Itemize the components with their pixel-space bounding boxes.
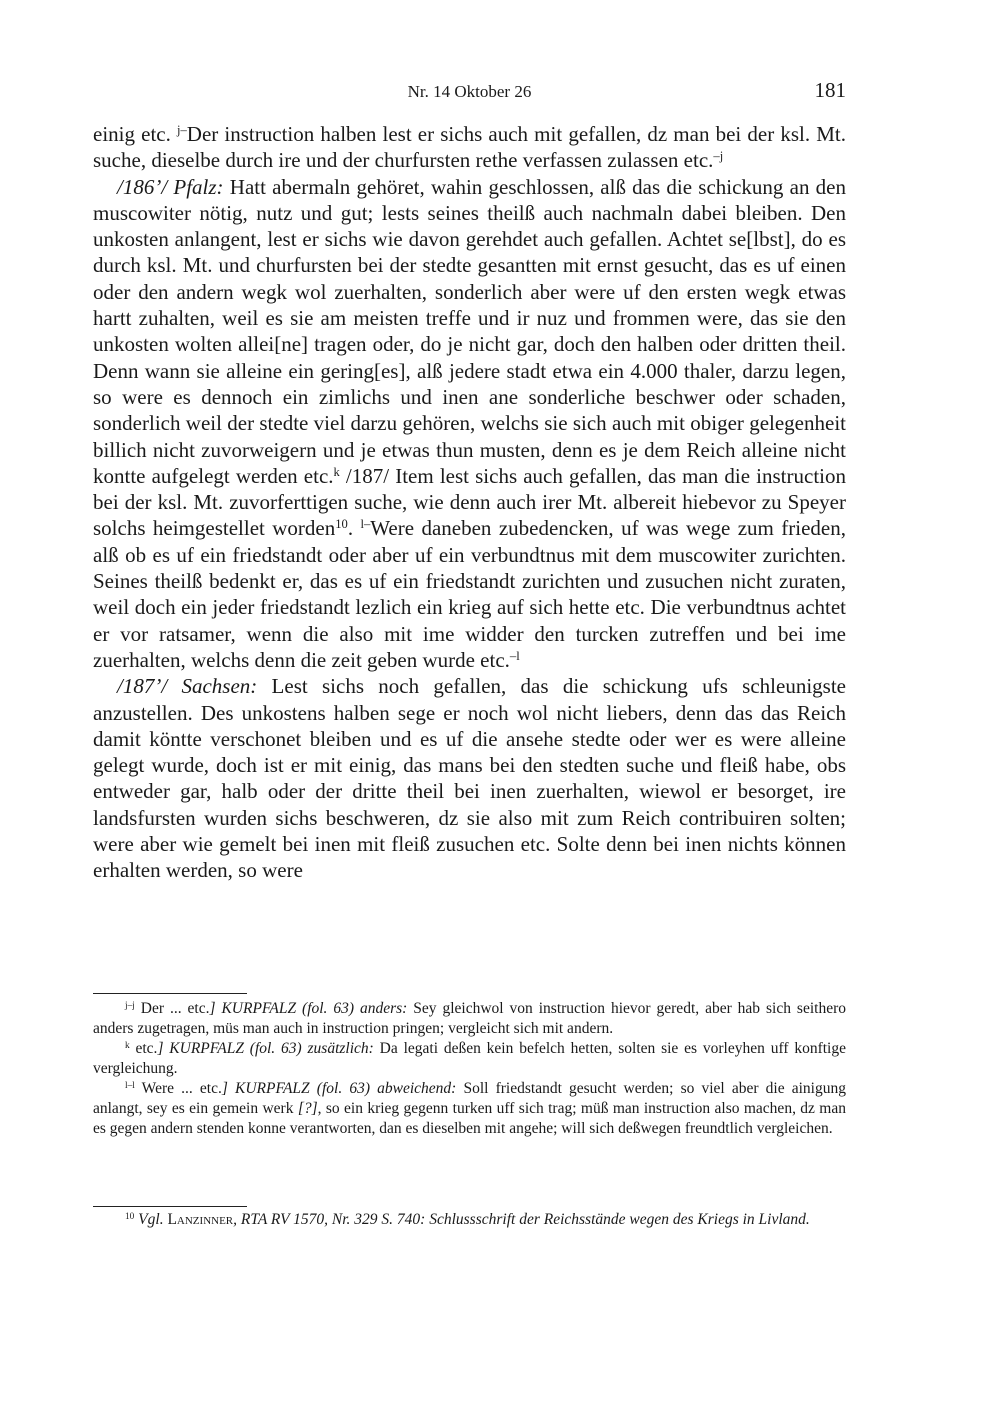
note-text: , so ein krieg gegenn turken uff sich trag; müß man instruction also machen, dz man es gegen andern stenden konne verantworten, dan es dieselben mit angehe; will sich deßwegen freundtlich vergleichen. xyxy=(93,1100,846,1137)
apparatus-mark: k xyxy=(333,464,340,479)
text-segment: Hatt abermaln gehöret, wahin geschlossen, alß das die schickung an den muscowiter nötig, nutz und gut; lests seines theilß auch nachmaln dabei bleiben. Den unkosten anlangent, lest er sichs wie davon gerehdet auch gefallen. Achtet se[lbst], do es durch ksl. Mt. und churfursten bei der stedte gesantten mit ernst gesucht, das es uf einen oder den andern wegk wol zuerhalten, sonderlich aber were uf den ersten wegk etwas hartt zuhalten, weil es sie am meisten treffe und ir nuz und frommen were, das sie den unkosten wolten allei[ne] tragen oder, do je nicht gar, doch den halben oder dritten theil. Denn wann sie alleine ein gering[es], alß jedere stadt etwa ein 4.000 thaler, darzu legen, so were es dennoch ein zimlichs und inen ane sonderliche beschwer oder schaden, sonderlich weil der stedte viel darzu gehören, welchs sie sich auch mit obiger gelegenheit billich nicht zuvorweigern und je etwas thun musten, denn es je dem Reich alleine nicht kontte aufgelegt werden etc. xyxy=(93,174,847,488)
note-text: Soll friedstandt gesucht werden; so viel aber die ainigung anlangt, sey es ein gemein werk xyxy=(93,1080,846,1117)
note-source: ] KURPFALZ (fol. 63) abweichend: xyxy=(221,1080,457,1097)
note-source: ] KURPFALZ (fol. 63) anders: xyxy=(209,1000,408,1017)
apparatus-note-k xyxy=(93,1039,846,1079)
note-author: Lanzinner xyxy=(167,1211,234,1228)
paragraph-pfalz xyxy=(93,174,846,674)
running-title: Nr. 14 Oktober 26 xyxy=(407,82,532,101)
page-number: 181 xyxy=(814,78,846,102)
main-text xyxy=(93,121,846,884)
note-mark: k xyxy=(125,1040,130,1051)
apparatus-mark: l– xyxy=(360,517,371,532)
note-text: Sey gleichwol von instruction hievor geredt, aber hab sich seithero anders zugetragen, müs man auch in instruction pringen; vergleicht sich mit andern. xyxy=(93,1000,846,1037)
text-segment: Lest sichs noch gefallen, das die schickung ufs schleunigste anzustellen. Des unkostens halben sege er noch wol nicht liebers, denn das das Reich damit köntte verschonet bleiben und es uf die ansehe stedte oder wer es were alleine gelegt wurde, doch ist er mit einig, das mans bei den stedten suche und fleiß habe, obs entweder gar, halb oder der dritte theil bei inen zuerhalten, wiewol er besorget, ire landsfursten wurden sichs beschweren, dz sie also mit zum Reich contribuiren solten; were aber wie gemelt bei inen mit fleiß zusuchen etc. Solte denn bei inen nichts können erhalten werden, so were xyxy=(93,674,846,883)
note-vgl: Vgl. xyxy=(134,1211,168,1228)
speaker-reference: /186’/ Pfalz: xyxy=(117,174,224,199)
note-text: , RTA RV 1570, Nr. 329 S. 740: Schlussschrift der Reichsstände wegen des Kriegs in Livland. xyxy=(233,1211,810,1228)
footnote-10 xyxy=(93,1210,846,1230)
note-lemma: Der ... etc. xyxy=(134,1000,210,1017)
apparatus-note-l xyxy=(93,1079,846,1139)
text-segment: /187/ Item lest sichs auch gefallen, das man die instruction bei der ksl. Mt. zuvorferttigen suche, wie denn auch irer Mt. albereit hiebevor zu Speyer solchs heimgestellet worden xyxy=(93,463,846,541)
text-segment: einig etc. xyxy=(93,122,177,146)
note-lemma: etc. xyxy=(129,1040,158,1057)
note-text: Da legati deßen kein befelch hetten, solten sie es vorleyhen uff konftige vergleichung. xyxy=(93,1040,846,1077)
page-header xyxy=(93,78,846,108)
note-lemma: Were ... etc. xyxy=(134,1080,222,1097)
apparatus-mark: –j xyxy=(713,149,724,164)
footnote-rule xyxy=(93,1206,247,1207)
paragraph-sachsen xyxy=(93,673,846,883)
note-mark: j–j xyxy=(125,1000,135,1011)
footnote-rule xyxy=(93,993,247,994)
apparatus-note-j xyxy=(93,999,846,1039)
text-segment: Were daneben zubedencken, uf was wege zum frieden, alß ob es uf ein friedstandt oder aber uf ein verbundtnus mit dem muscowiter zurichten. Seines theilß bedenkt er, das es uf ein friedstandt zurichten und zusuchen nicht zuraten, weil doch ein jeder friedstandt lezlich ein krieg auf sich hette etc. Die verbundtnus achtet er vor ratsamer, wenn die also mit ime widder den turcken zutreffen und bei ime zuerhalten, welchs denn die zeit geben wurde etc. xyxy=(93,516,847,672)
footnote-reference: 10 xyxy=(335,517,348,532)
note-source: ] KURPFALZ (fol. 63) zusätzlich: xyxy=(157,1040,374,1057)
text-segment: Der instruction halben lest er sichs auch mit gefallen, dz man bei der ksl. Mt. suche, dieselbe durch ire und der churfursten rethe verfassen zulassen etc. xyxy=(93,122,846,173)
note-mark: 10 xyxy=(125,1211,135,1222)
note-mark: l–l xyxy=(125,1080,135,1091)
apparatus-mark: j– xyxy=(177,123,187,138)
footnotes xyxy=(93,1210,846,1230)
text-segment: . xyxy=(347,516,361,541)
note-uncertain: [?] xyxy=(297,1100,318,1117)
speaker-reference: /187’/ Sachsen: xyxy=(117,674,258,699)
apparatus-mark: –l xyxy=(509,649,520,664)
apparatus-notes xyxy=(93,999,846,1139)
paragraph-1 xyxy=(93,121,846,174)
